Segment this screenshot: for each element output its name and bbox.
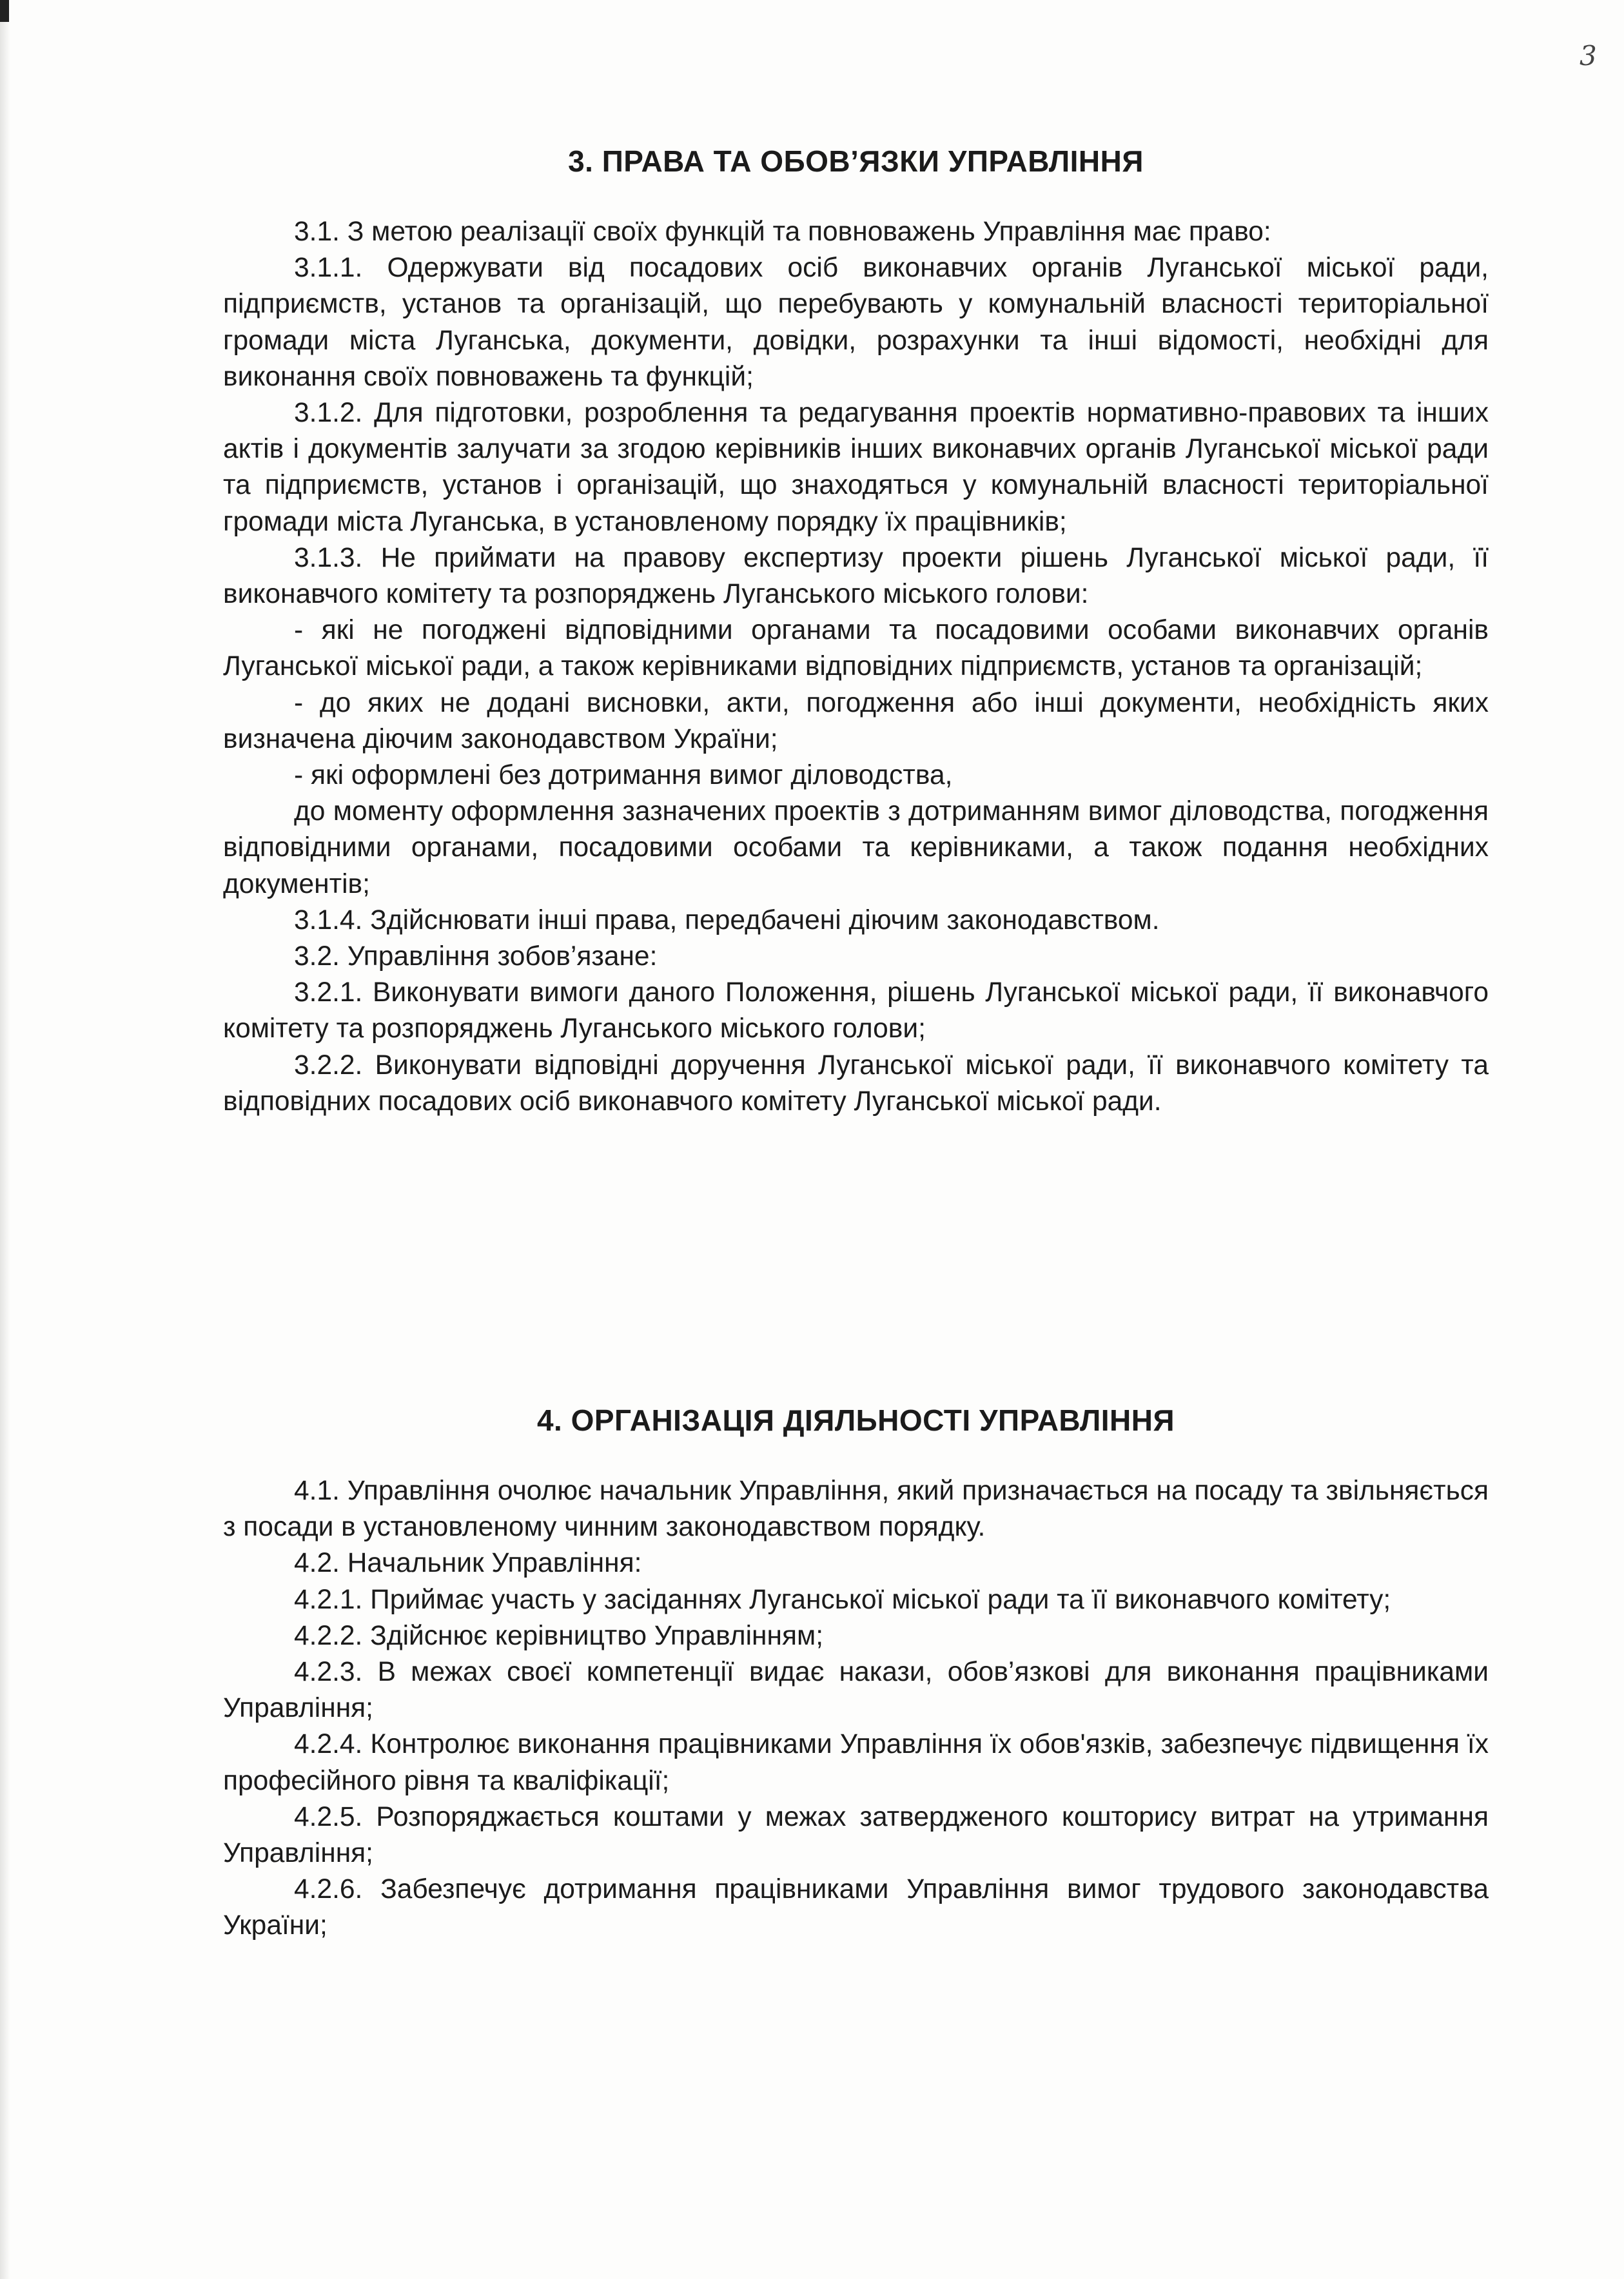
- list-item-no-conclusions: - до яких не додані висновки, акти, погодження або інші документи, необхідність яких визначена діючим законодавством України;: [223, 687, 1489, 754]
- section-3-title: 3. ПРАВА ТА ОБОВ’ЯЗКИ УПРАВЛІННЯ: [568, 144, 1144, 178]
- section-4-title: 4. ОРГАНІЗАЦІЯ ДІЯЛЬНОСТІ УПРАВЛІННЯ: [536, 1404, 1175, 1437]
- paragraph-3-1: 3.1. З метою реалізації своїх функцій та повноважень Управління має право:: [294, 217, 1271, 247]
- scan-corner-mark: [0, 0, 9, 22]
- paragraph-4-2-5: 4.2.5. Розпоряджається коштами у межах затвердженого кошторису витрат на утримання Управління;: [223, 1801, 1489, 1869]
- paragraph-4-2-3: 4.2.3. В межах своєї компетенції видає накази, обов’язкові для виконання працівниками Управління;: [223, 1657, 1489, 1724]
- paragraph-3-1-2: 3.1.2. Для підготовки, розроблення та редагування проектів нормативно-правових та інших актів і документів залучати за згодою керівників інших виконавчих органів Луганської міської ради та підприємств, установ і організацій, що знаходяться у комунальній власності територіальної громади міста Луганська, в установленому порядку їх працівників;: [223, 398, 1489, 537]
- paragraph-4-2-6: 4.2.6. Забезпечує дотримання працівниками Управління вимог трудового законодавства України;: [223, 1874, 1489, 1941]
- page-number: 3: [1580, 40, 1597, 72]
- paragraph-4-2-2: 4.2.2. Здійснює керівництво Управлінням;: [294, 1620, 824, 1651]
- scan-edge-shadow: [0, 0, 10, 2279]
- paragraph-3-2-2: 3.2.2. Виконувати відповідні доручення Луганської міської ради, її виконавчого комітету та відповідних посадових осіб виконавчого комітету Луганської міської ради.: [223, 1050, 1489, 1117]
- paragraph-3-1-3: 3.1.3. Не приймати на правову експертизу проекти рішень Луганської міської ради, її виконавчого комітету та розпоряджень Луганського міського голови:: [223, 542, 1489, 610]
- list-item-no-record-keeping: - які оформлені без дотримання вимог діловодства,: [294, 760, 953, 791]
- section-3-text: [223, 214, 1489, 1120]
- paragraph-3-2: 3.2. Управління зобов’язане:: [294, 941, 658, 972]
- paragraph-until-moment: до моменту оформлення зазначених проектів з дотриманням вимог діловодства, погодження відповідними органами, посадовими особами та керівниками, а також подання необхідних документів;: [223, 796, 1489, 899]
- paragraph-3-2-1: 3.2.1. Виконувати вимоги даного Положення, рішень Луганської міської ради, її виконавчого комітету та розпоряджень Луганського міського голови;: [223, 977, 1489, 1044]
- paragraph-4-2-1: 4.2.1. Приймає участь у засіданнях Луганської міської ради та її виконавчого комітету;: [294, 1584, 1391, 1615]
- paragraph-4-2-4: 4.2.4. Контролює виконання працівниками Управління їх обов'язків, забезпечує підвищення їх професійного рівня та кваліфікації;: [223, 1729, 1489, 1796]
- list-item-not-approved: - які не погоджені відповідними органами та посадовими особами виконавчих органів Луганської міської ради, а також керівниками відповідних підприємств, установ та організацій;: [223, 615, 1489, 682]
- paragraph-3-1-1: 3.1.1. Одержувати від посадових осіб виконавчих органів Луганської міської ради, підприємств, установ та організацій, що перебувають у комунальній власності територіальної громади міста Луганська, документи, довідки, розрахунки та інші відомості, необхідні для виконання своїх повноважень та функцій;: [223, 253, 1489, 392]
- paragraph-4-2: 4.2. Начальник Управління:: [294, 1548, 642, 1579]
- paragraph-3-1-4: 3.1.4. Здійснювати інші права, передбачені діючим законодавством.: [294, 905, 1160, 935]
- paragraph-4-1: 4.1. Управління очолює начальник Управління, який призначається на посаду та звільняється з посади в установленому чинним законодавством порядку.: [223, 1476, 1489, 1543]
- section-4-text: [223, 1473, 1489, 1944]
